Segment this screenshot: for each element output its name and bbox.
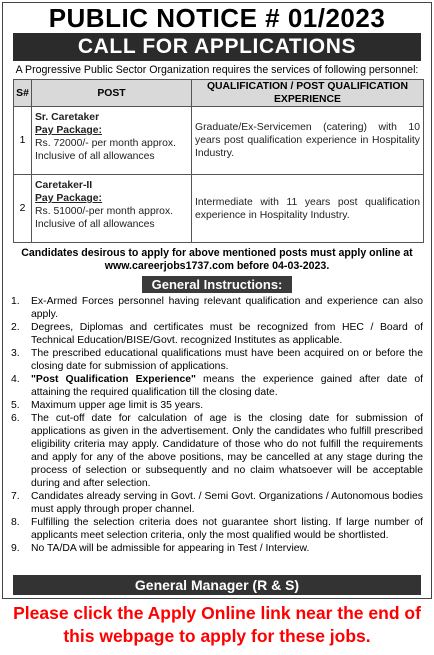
- instructions-list: [3, 293, 431, 555]
- header-post: POST: [32, 80, 192, 107]
- row-number: 2: [14, 175, 32, 243]
- list-item: 3. The prescribed educational qualifications must have been acquired on or before the closing date for submission of applications.: [11, 348, 423, 372]
- public-notice: [2, 2, 432, 599]
- pay-note: Inclusive of all allowances: [35, 219, 155, 230]
- list-item: 7. Candidates already serving in Govt. / Semi Govt. Organizations / Autonomous bodies must apply through proper channel.: [11, 491, 423, 515]
- table-row: [14, 175, 424, 243]
- pay-amount: Rs. 72000/- per month approx.: [35, 138, 176, 149]
- list-item: 8. Fulfilling the selection criteria does not guarantee short listing. If large number of applicants meet selection criteria, only the most qualified would be shortlisted.: [11, 517, 423, 541]
- pay-note: Inclusive of all allowances: [35, 151, 155, 162]
- row-number: 1: [14, 107, 32, 175]
- post-name: Sr. Caretaker: [35, 112, 100, 123]
- table-row: [14, 107, 424, 175]
- table-header-row: [14, 80, 424, 107]
- list-item: 2. Degrees, Diplomas and certificates must be recognized from HEC / Board of Technical Education/BISE/Govt. recognized Institutes as applicable.: [11, 322, 423, 346]
- list-item: 5. Maximum upper age limit is 35 years.: [11, 400, 204, 411]
- list-item: 9. No TA/DA will be admissible for appearing in Test / Interview.: [11, 543, 310, 554]
- general-instructions-heading: General Instructions:: [142, 276, 292, 293]
- post-cell: [32, 107, 192, 175]
- positions-table: [13, 79, 424, 243]
- notice-title: PUBLIC NOTICE # 01/2023: [48, 3, 386, 33]
- post-cell: [32, 175, 192, 243]
- list-item: 1. Ex-Armed Forces personnel having relevant qualification and experience can also apply.: [11, 296, 423, 320]
- call-for-applications-banner: CALL FOR APPLICATIONS: [13, 33, 421, 61]
- bold-term: "Post Qualification Experience": [31, 374, 196, 385]
- qualification-cell: Intermediate with 11 years post qualification experience in Hospitality Industry.: [192, 175, 424, 243]
- pay-amount: Rs. 51000/-per month approx.: [35, 206, 174, 217]
- pay-package-label: Pay Package:: [35, 193, 103, 204]
- signatory-banner: General Manager (R & S): [13, 575, 421, 595]
- apply-line-2: www.careerjobs1737.com before 04-03-2023.: [104, 260, 330, 272]
- pay-package-label: Pay Package:: [35, 125, 103, 136]
- apply-online-note: Please click the Apply Online link near the end of this webpage to apply for these jobs.: [13, 603, 421, 646]
- intro-text: A Progressive Public Sector Organization requires the services of following personnel:: [15, 64, 419, 76]
- header-serial: S#: [14, 80, 32, 107]
- header-qualification: QUALIFICATION / POST QUALIFICATION EXPERIENCE: [192, 80, 424, 107]
- list-item: 4. "Post Qualification Experience" means the experience gained after date of attaining the required qualification till the closing date.: [11, 374, 423, 398]
- post-name: Caretaker-II: [35, 180, 93, 191]
- qualification-cell: Graduate/Ex-Servicemen (catering) with 10 years post qualification experience in Hospitality Industry.: [192, 107, 424, 175]
- list-item: 6. The cut-off date for calculation of age is the closing date for submission of applications as given in the advertisement. Only the candidates who fulfill prescribed eligibility criteria may apply. Candidature of those who do not fulfill the requirements and apply for any of the above positions, may be cancelled at any stage during the process of selection or subsequently and no claim whatsoever will be acceptable during and after selection.: [11, 413, 423, 489]
- apply-instructions: [3, 243, 431, 275]
- apply-line-1: Candidates desirous to apply for above mentioned posts must apply online at: [21, 247, 413, 259]
